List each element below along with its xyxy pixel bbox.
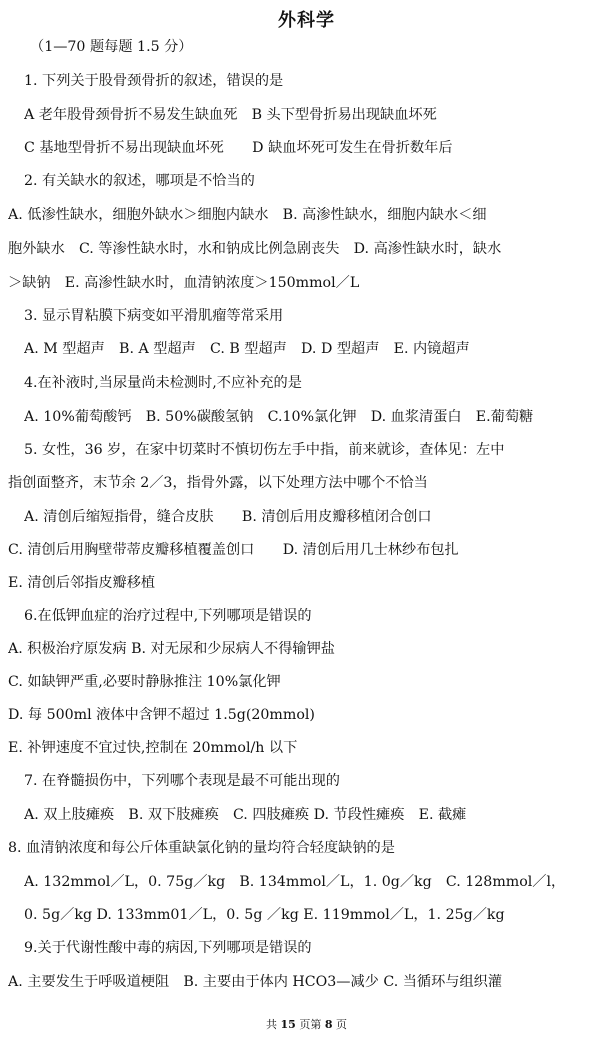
score-note: （1—70 题每题 1.5 分）	[30, 39, 193, 55]
question-3: 3. 显示胃粘膜下病变如平滑肌瘤等常采用	[24, 308, 284, 324]
footer-total-pages: 15	[280, 1018, 296, 1031]
question-8: 8. 血清钠浓度和每公斤体重缺氯化钠的量均符合轻度缺钠的是	[8, 840, 395, 856]
question-6: 6.在低钾血症的治疗过程中,下列哪项是错误的	[24, 608, 312, 624]
footer-prefix: 共	[266, 1018, 278, 1031]
question-8-options-line-1: A. 132mmol／L，0. 75g／kg B. 134mmol／L，1. 0g／kg C. 128mmol／l，	[24, 874, 566, 890]
question-2: 2. 有关缺水的叙述，哪项是不恰当的	[24, 173, 255, 189]
question-6-option-d: D. 每 500ml 液体中含钾不超过 1.5g(20mmol)	[8, 707, 315, 723]
question-5-options-a-b: A. 清创后缩短指骨，缝合皮肤 B. 清创后用皮瓣移植闭合创口	[24, 509, 432, 525]
footer-suffix: 页	[335, 1018, 347, 1031]
question-5-continued: 指创面整齐，末节余 2／3，指骨外露，以下处理方法中哪个不恰当	[8, 475, 428, 491]
footer-middle: 页第	[299, 1018, 322, 1031]
question-4: 4.在补液时,当尿量尚未检测时,不应补充的是	[24, 375, 302, 391]
question-5: 5. 女性，36 岁，在家中切菜时不慎切伤左手中指，前来就诊，查体见：左中	[24, 442, 505, 458]
question-1-options-c-d: C 基地型骨折不易出现缺血坏死 D 缺血坏死可发生在骨折数年后	[24, 140, 453, 156]
question-4-options: A. 10%葡萄酸钙 B. 50%碳酸氢钠 C.10%氯化钾 D. 血浆清蛋白 E.葡萄糖	[24, 409, 534, 425]
question-9: 9.关于代谢性酸中毒的病因,下列哪项是错误的	[24, 940, 312, 956]
question-6-option-e: E. 补钾速度不宜过快,控制在 20mmol/h 以下	[8, 740, 298, 756]
question-2-options-line-2: 胞外缺水 C. 等渗性缺水时，水和钠成比例急剧丧失 D. 高渗性缺水时，缺水	[8, 241, 502, 257]
question-7-options: A. 双上肢瘫痪 B. 双下肢瘫痪 C. 四肢瘫痪 D. 节段性瘫痪 E. 截瘫	[24, 807, 467, 823]
question-6-option-c: C. 如缺钾严重,必要时静脉推注 10%氯化钾	[8, 674, 281, 690]
question-8-options-line-2: 0. 5g／kg D. 133mm01／L，0. 5g ／kg E. 119mmol／L，1. 25g／kg	[24, 907, 505, 923]
question-6-options-a-b: A. 积极治疗原发病 B. 对无尿和少尿病人不得输钾盐	[8, 641, 335, 657]
question-5-options-c-d: C. 清创后用胸壁带蒂皮瓣移植覆盖创口 D. 清创后用几士林纱布包扎	[8, 542, 459, 558]
question-1-options-a-b: A 老年股骨颈骨折不易发生缺血死 B 头下型骨折易出现缺血坏死	[24, 107, 437, 123]
question-9-options: A. 主要发生于呼吸道梗阻 B. 主要由于体内 HCO3—减少 C. 当循环与组织灌	[8, 974, 503, 990]
page-title: 外科学	[278, 10, 335, 31]
page-footer	[0, 1016, 613, 1032]
question-3-options: A. M 型超声 B. A 型超声 C. B 型超声 D. D 型超声 E. 内镜超声	[24, 341, 470, 357]
question-1: 1. 下列关于股骨颈骨折的叙述，错误的是	[24, 73, 284, 89]
question-2-options-line-3: ＞缺钠 E. 高渗性缺水时，血清钠浓度＞150mmol／L	[8, 275, 360, 291]
question-5-option-e: E. 清创后邻指皮瓣移植	[8, 575, 156, 591]
question-7: 7. 在脊髓损伤中，下列哪个表现是最不可能出现的	[24, 773, 340, 789]
footer-current-page: 8	[324, 1018, 333, 1031]
question-2-options-line-1: A. 低渗性缺水，细胞外缺水＞细胞内缺水 B. 高渗性缺水，细胞内缺水＜细	[8, 207, 487, 223]
